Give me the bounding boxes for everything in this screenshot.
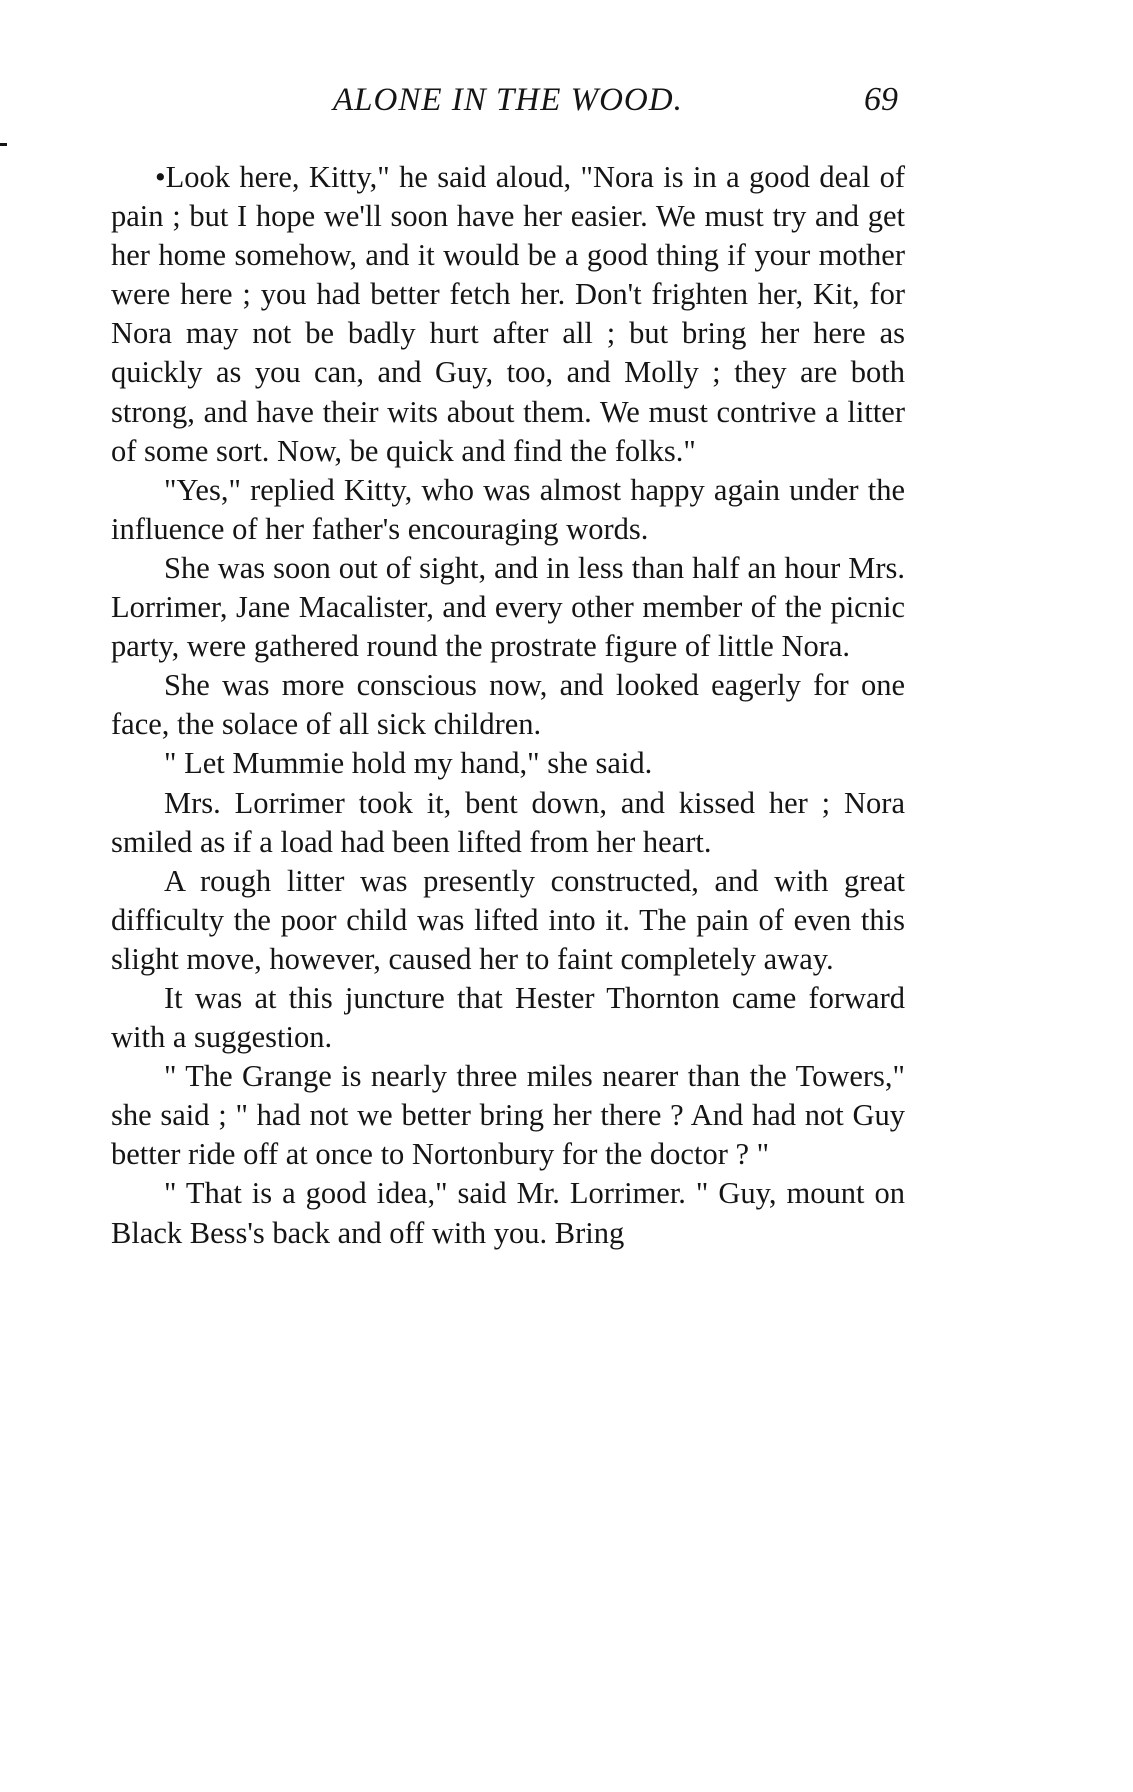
- paragraph: "Yes," replied Kitty, who was almost happy again under the influence of her father's encouraging words.: [111, 472, 905, 546]
- paragraph: A rough litter was presently constructed, and with great difficulty the poor child was lifted into it. The pain of even this slight move, however, caused her to faint completely away.: [111, 863, 905, 976]
- running-head: ALONE IN THE WOOD.: [333, 82, 683, 118]
- paragraph: She was more conscious now, and looked eagerly for one face, the solace of all sick children.: [111, 668, 905, 742]
- paragraph: " The Grange is nearly three miles nearer than the Towers," she said ; " had not we better bring her there ? And had not Guy better ride off at once to Nortonbury for the doctor ? ": [111, 1059, 905, 1172]
- paragraph: It was at this juncture that Hester Thornton came forward with a suggestion.: [111, 980, 905, 1055]
- paragraph: " That is a good idea," said Mr. Lorrimer. " Guy, mount on Black Bess's back and off with you. Bring: [111, 1176, 905, 1250]
- paragraph: •Look here, Kitty," he said aloud, "Nora is in a good deal of pain ; but I hope we'll soon have her easier. We must try and get her home somehow, and it would be a good thing if your mother were here ; you had better fetch her. Don't frighten her, Kit, for Nora may not be badly hurt after all ; but bring her here as quickly as you can, and Guy, too, and Molly ; they are both strong, and have their wits about them. We must contrive a litter of some sort. Now, be quick and find the folks.": [111, 160, 905, 468]
- paragraph: She was soon out of sight, and in less than half an hour Mrs. Lorrimer, Jane Macalister, and every other member of the picnic party, were gathered round the prostrate figure of little Nora.: [111, 550, 905, 664]
- paragraph: " Let Mummie hold my hand," she said.: [164, 746, 653, 781]
- paragraph: Mrs. Lorrimer took it, bent down, and kissed her ; Nora smiled as if a load had been lifted from her heart.: [111, 785, 905, 859]
- page-number: 69: [864, 81, 898, 118]
- body-text: [111, 158, 905, 1253]
- margin-mark: [0, 143, 7, 146]
